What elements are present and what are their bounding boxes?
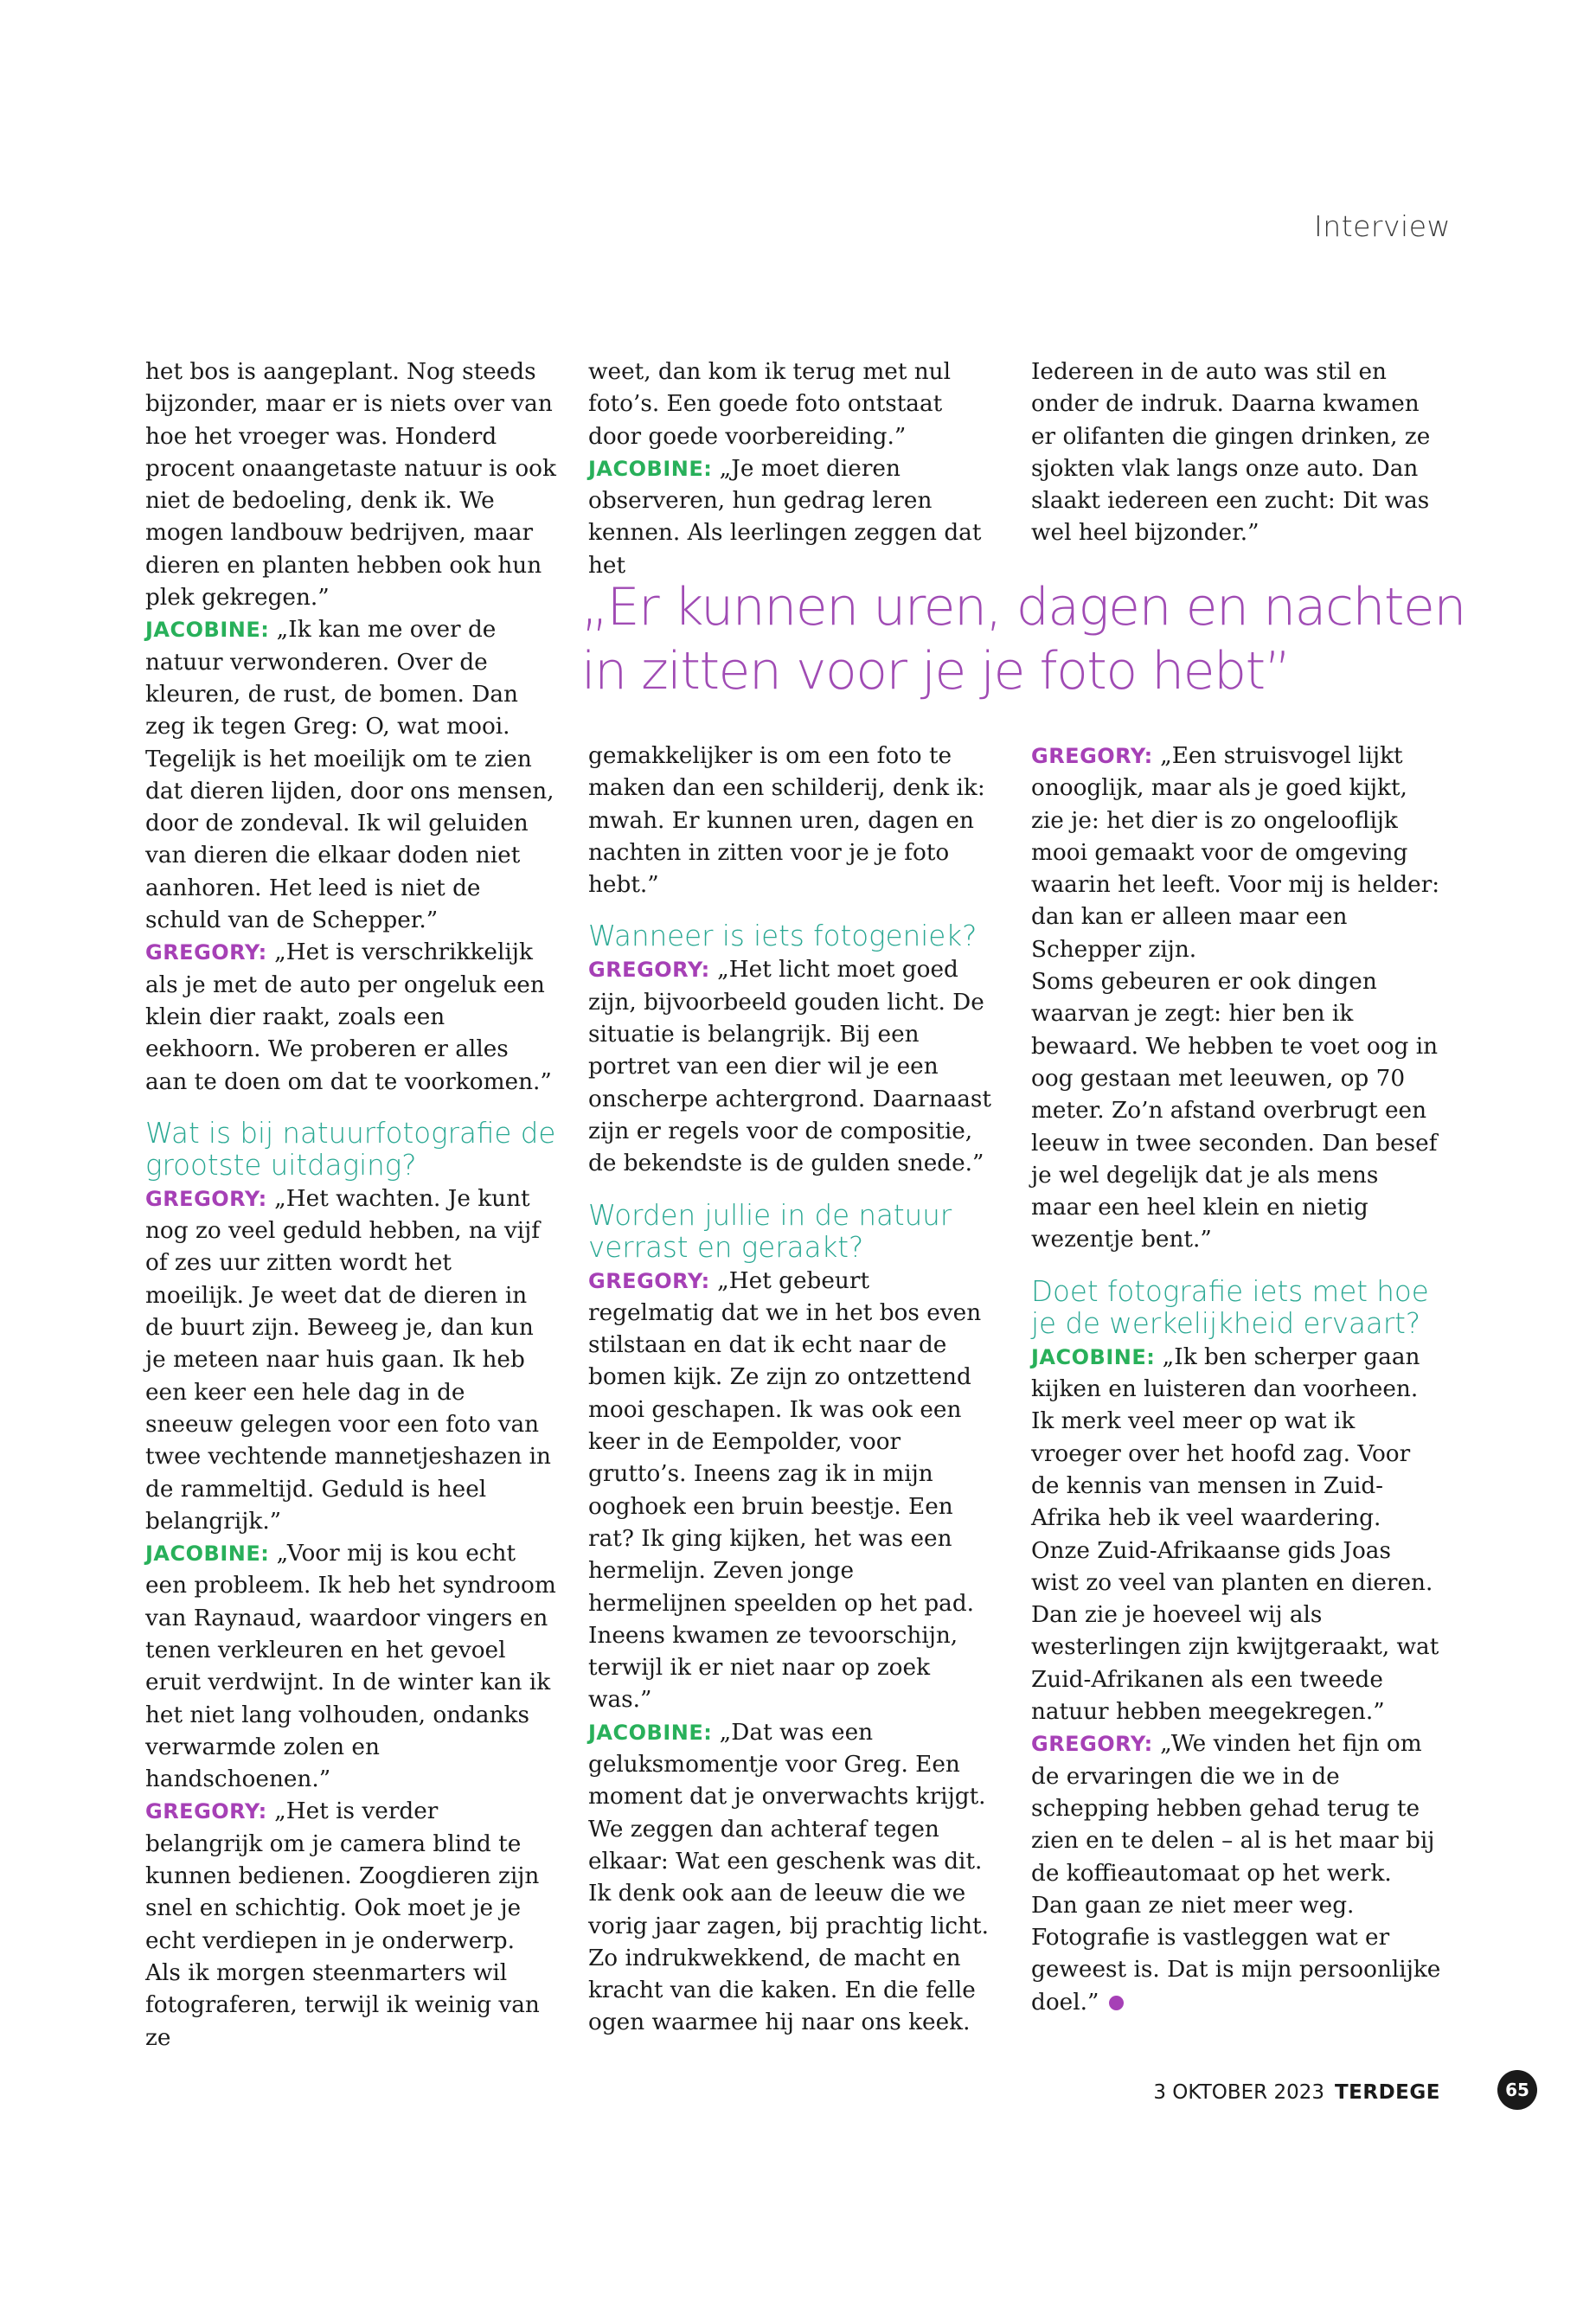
page-number: 65 (1497, 2070, 1537, 2110)
paragraph (145, 1183, 556, 1538)
paragraph (588, 1266, 999, 1717)
speaker-label: GREGORY: (588, 958, 710, 983)
paragraph (588, 453, 999, 582)
pull-quote-line: in zitten voor je je foto hebt” (581, 641, 1291, 702)
paragraph: gemakkelijker is om een foto te maken dan een schilderij, denk ik: mwah. Er kunnen uren, dagen en nachten in zitten voor je je foto hebt.” (588, 743, 985, 899)
paragraph-text: „Het licht moet goed zijn, bijvoorbeeld gouden licht. De situatie is belangrijk. Bij een portret van een dier wil je een onscherpe achtergrond. Daarnaast zijn er regels voor de compositie, de bekendste is de gulden snede.” (588, 957, 991, 1177)
question-heading: Worden jullie in de natuur verrast en geraakt? (588, 1198, 952, 1264)
footer (1153, 2081, 1440, 2104)
column-2-top (588, 356, 999, 582)
paragraph-text: „Het is verder belangrijk om je camera blind te kunnen bedienen. Zoogdieren zijn snel en schichtig. Ook moet je je echt verdiepen in je onderwerp. Als ik morgen steenmarters wil fotograferen, terwijl ik weinig van ze (145, 1798, 540, 2051)
question-heading: Doet fotografie iets met hoe je de werkelijkheid ervaart? (1031, 1274, 1429, 1340)
paragraph-text: „We vinden het fijn om de ervaringen die we in de schepping hebben gehad terug te zien en te delen – al is het maar bij de koffieautomaat op het werk. Dan gaan ze niet meer weg. Fotografie is vastleggen wat er geweest is. Dat is mijn persoonlijke doel.” (1031, 1731, 1441, 2016)
issue-date: 3 OKTOBER 2023 (1153, 2081, 1324, 2104)
speaker-label: JACOBINE: (588, 1720, 713, 1745)
paragraph-text: „Het gebeurt regelmatig dat we in het bos even stilstaan en dat ik echt naar de bomen kijk. Ze zijn zo ontzettend mooi geschapen. Ik was ook een keer in de Eempolder, voor grutto’s. Ineens zag ik in mijn ooghoek een bruin beestje. Een rat? Ik ging kijken, het was een hermelijn. Zeven jonge hermelijnen speelden op het pad. Ineens kwamen ze tevoorschijn, terwijl ik er niet naar op zoek was.” (588, 1267, 982, 1714)
magazine-brand: TERDEGE (1334, 2081, 1440, 2104)
speaker-label: GREGORY: (1031, 744, 1153, 768)
speaker-label: JACOBINE: (145, 1541, 270, 1567)
speaker-label: JACOBINE: (145, 618, 270, 643)
paragraph: Iedereen in de auto was stil en onder de indruk. Daarna kwamen er olifanten die gingen drinken, ze sjokten vlak langs onze auto. Dan slaakt iedereen een zucht: Dit was wel heel bijzonder.” (1031, 359, 1431, 547)
pull-quote-line: „Er kunnen uren, dagen en nachten (581, 577, 1465, 638)
column-3-top (1031, 356, 1442, 550)
paragraph (145, 1538, 556, 1796)
paragraph-text: „Dat was een geluksmomentje voor Greg. Een moment dat je onverwachts krijgt. We zeggen dan achteraf tegen elkaar: Wat een geschenk was dit. Ik denk ook aan de leeuw die we vorig jaar zagen, bij prachtig licht. Zo indrukwekkend, de macht en kracht van die kaken. En die felle ogen waarmee hij naar ons keek. (588, 1719, 989, 2036)
question-heading: Wat is bij natuurfotografie de grootste uitdaging? (145, 1116, 556, 1182)
section-label: Interview (1314, 209, 1451, 243)
pull-quote (581, 575, 1498, 703)
paragraph (1031, 740, 1442, 966)
paragraph-text: „Een struisvogel lijkt onooglijk, maar als je goed kijkt, zie je: het dier is zo ongelooflijk mooi gemaakt voor de omgeving waarin het leeft. Voor mij is helder: dan kan er alleen maar een Schepper zijn. (1031, 743, 1440, 963)
paragraph-text: „Het is verschrikkelijk als je met de auto per ongeluk een klein dier raakt, zoals een eekhoorn. We proberen er alles aan te doen om dat te voorkomen.” (145, 939, 552, 1095)
speaker-label: GREGORY: (145, 1186, 267, 1211)
paragraph-text: „Het wachten. Je kunt nog zo veel geduld hebben, na vijf of zes uur zitten wordt het moeilijk. Je weet dat de dieren in de buurt zijn. Beweeg je, dan kun je meteen naar huis gaan. Ik heb een keer een hele dag in de sneeuw gelegen voor een foto van twee vechtende mannetjeshazen in de rammeltijd. Geduld is heel belangrijk.” (145, 1185, 551, 1535)
paragraph (588, 954, 999, 1180)
speaker-label: JACOBINE: (1031, 1344, 1156, 1369)
paragraph (145, 1796, 556, 2054)
speaker-label: JACOBINE: (588, 456, 713, 481)
paragraph-text: „Voor mij is kou echt een probleem. Ik heb het syndroom van Raynaud, waardoor vingers en tenen verkleuren en het gevoel eruit verdwijnt. In de winter kan ik het niet lang volhouden, ondanks verwarmde zolen en handschoenen.” (145, 1541, 556, 1793)
column-2-bottom (588, 740, 999, 2040)
column-1 (145, 356, 556, 2054)
paragraph: weet, dan kom ik terug met nul foto’s. Een goede foto ontstaat door goede voorbereiding.” (588, 359, 952, 450)
paragraph: Soms gebeuren er ook dingen waarvan je zegt: hier ben ik bewaard. We hebben te voet oog in oog gestaan met leeuwen, op 70 meter. Zo’n afstand overbrugt een leeuw in twee seconden. Dan besef je wel degelijk dat je als mens maar een heel klein en nietig wezentje bent.” (1031, 969, 1439, 1253)
speaker-label: GREGORY: (1031, 1732, 1153, 1757)
paragraph (145, 937, 556, 1098)
paragraph-text: „Ik kan me over de natuur verwonderen. Over de kleuren, de rust, de bomen. Dan zeg ik tegen Greg: O, wat mooi. Tegelijk is het moeilijk om te zien dat dieren lijden, door ons mensen, door de zondeval. Ik wil geluiden van dieren die elkaar doden niet aanhoren. Het leed is niet de schuld van de Schepper.” (145, 617, 554, 934)
paragraph-text: „Je moet dieren observeren, hun gedrag leren kennen. Als leerlingen zeggen dat het (588, 455, 982, 579)
paragraph (145, 614, 556, 937)
speaker-label: GREGORY: (145, 1799, 267, 1824)
end-mark-icon (1109, 1996, 1124, 2010)
column-3-bottom (1031, 740, 1442, 2019)
speaker-label: GREGORY: (588, 1268, 710, 1293)
paragraph-text: „Ik ben scherper gaan kijken en luisteren dan voorheen. Ik merk veel meer op wat ik vroeger over het hoofd zag. Voor de kennis van mensen in Zuid-Afrika heb ik veel waardering. Onze Zuid-Afrikaanse gids Joas wist zo veel van planten en dieren. Dan zie je hoeveel wij als westerlingen zijn kwijtgeraakt, wat Zuid-Afrikanen als een tweede natuur hebben meegekregen.” (1031, 1343, 1439, 1726)
paragraph (588, 1717, 999, 2040)
speaker-label: GREGORY: (145, 940, 267, 965)
paragraph (1031, 1728, 1442, 2019)
question-heading: Wanneer is iets fotogeniek? (588, 920, 977, 953)
paragraph (1031, 1342, 1442, 1729)
paragraph: het bos is aangeplant. Nog steeds bijzonder, maar er is niets over van hoe het vroeger was. Honderd procent onaangetaste natuur is ook niet de bedoeling, denk ik. We mogen landbouw bedrijven, maar dieren en planten hebben ook hun plek gekregen.” (145, 359, 556, 612)
